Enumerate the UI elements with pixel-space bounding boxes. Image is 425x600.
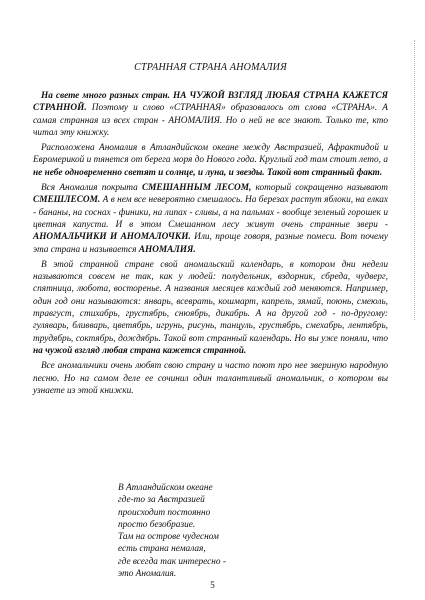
paragraph-run: НА ЧУЖОЙ ВЗГЛЯД ЛЮБАЯ СТРАНА КАЖЕТСЯ СТРАННОЙ.: [33, 91, 388, 114]
poem-line: В Атландийском океане: [118, 483, 213, 493]
poem-line: происходит постоянно: [118, 507, 211, 518]
paragraph-run: АНОМАЛЬЧИКИ И АНОМАЛОЧКИ.: [33, 232, 191, 243]
paragraph-run: В этой странной стране свой аномальский календарь, в котором дни недели называются совсем не так, как у людей: полудельник, вздорник, сбреда, чудверг, спятница, любота, восторенье. А названия месяцев каждый год меняются. Например, один год они называются: январь, всеврать, кошмарт, капрель, зямай, поюнь, смеюль, травгуст, стихабрь, грустябрь, снюябрь, дикабрь. А на другой год - по-другому: гуляварь, бливварь, цветябрь, игрунь, рисунь, танцуль, грустябрь, смехабрь, лентябрь, трудябрь, соктябрь, дождябрь. Такой вот странный календарь. Но вы уже поняли, что: [33, 259, 388, 344]
paragraph-5: [33, 360, 388, 397]
paragraph-run: СМЕШЛЕСОМ.: [33, 195, 101, 206]
poem-line: есть страна немалая,: [118, 544, 206, 555]
paragraph-run: Вся Аномалия покрыта: [41, 183, 142, 194]
paragraph-run: На свете много разных стран.: [41, 91, 173, 101]
paragraphs: [33, 90, 388, 397]
binding-edge: [414, 40, 419, 320]
text-body: [33, 62, 388, 400]
poem-line: это Аномалия.: [118, 569, 177, 580]
paragraph-4: [33, 259, 388, 357]
paragraph-run: АНОМАЛИЯ.: [138, 244, 196, 255]
paragraph-run: на чужой взгляд любая страна кажется странной.: [33, 345, 247, 356]
paragraph-3: [33, 182, 388, 256]
poem-line: где всегда так интересно -: [118, 556, 226, 567]
page-number: 5: [210, 580, 215, 590]
paragraph-run: который сокращенно называют: [251, 183, 388, 194]
poem-line: где-то за Австразией: [118, 495, 205, 506]
paragraph-run: СМЕШАННЫМ ЛЕСОМ,: [141, 183, 252, 194]
paragraph-run: Или, проще говоря, разные помеси. Вот почему эта страна и называется: [33, 232, 388, 255]
paragraph-run: Поэтому и слово «СТРАННАЯ» образовалось от слова «СТРАНА». А самая странная из всех стран - АНОМАЛИЯ. Но о ней не все знают. Только те, кто читал эту книжку.: [33, 103, 388, 138]
paragraph-2: [33, 142, 388, 179]
paragraph-run: Расположена Аномалия в Атландийском океане между Австразией, Афрактидой и Евромерикой и тянется от берега моря до Нового года. Круглый год там стоит лето, а: [33, 143, 388, 166]
poem-line: просто безобразие.: [118, 519, 196, 530]
poem: [118, 482, 226, 580]
page-title: СТРАННАЯ СТРАНА АНОМАЛИЯ: [134, 62, 287, 73]
paragraph-run: А в нем все невероятно смешалось. На березах растут яблоки, на елках - бананы, на соснах - финики, на липах - сливы, а на пальмах - вообще зеленый горошек и цветная капуста. И в этом Смешанном лесу живут очень странные звери -: [33, 195, 388, 230]
poem-line: Там на острове чудесном: [118, 532, 219, 543]
paragraph-1: [33, 90, 388, 139]
paragraph-run: Все аномальчики очень любят свою страну и часто поют про нее звериную народную песню. Но на самом деле ее сочинил один талантливый аномальчик, о котором вы узнаете из этой книжки.: [33, 361, 388, 396]
paragraph-run: не небе одновременно светят и солнце, и луна, и звезды. Такой вот странный факт.: [33, 167, 383, 178]
